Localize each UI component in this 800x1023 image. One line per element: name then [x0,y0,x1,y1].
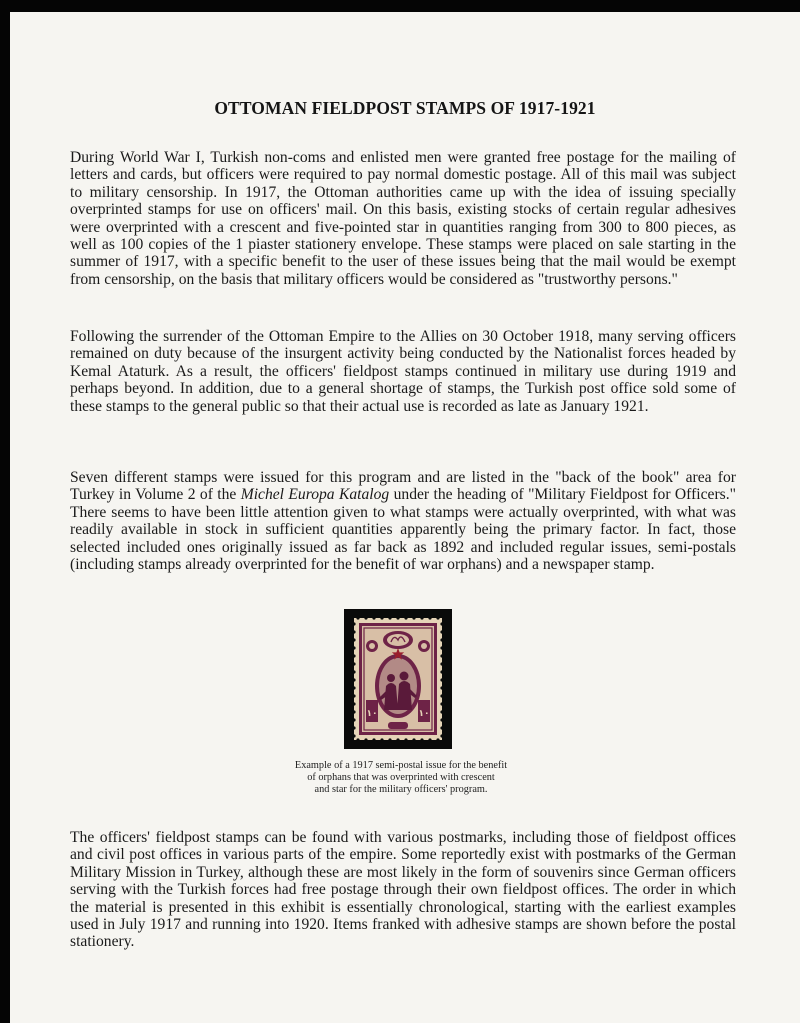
paragraph-2: Following the surrender of the Ottoman Empire to the Allies on 30 October 1918, many serving officers remained on duty because of the insurgent activity being conducted by the Nationalist forces headed by Kemal Ataturk. As a result, the officers' fieldpost stamps continued in military use during 1919 and perhaps beyond. In addition, due to a general shortage of stamps, the Turkish post office sold some of these stamps to the general public so that their actual use is recorded as late as January 1921. [70,328,736,415]
paragraph-4: The officers' fieldpost stamps can be found with various postmarks, including those of fieldpost offices and civil post offices in various parts of the empire. Some reportedly exist with postmarks of the German Military Mission in Turkey, although these are most likely in the form of souvenirs since German officers serving with the Turkish forces had free postage through their own fieldpost offices. The order in which the material is presented in this exhibit is essentially chronological, starting with the earliest examples used in July 1917 and running into 1920. Items franked with adhesive stamps are shown before the postal stationery. [70,829,736,951]
stamp-caption [272,760,530,797]
value-right: ١٠ [418,709,430,719]
caption-line-1: Example of a 1917 semi-postal issue for the benefit [294,760,508,771]
paragraph-3-text-start: Seven different stamps were issued for this program and are listed in the "back of the book" area for Turkey in Volume 2 of the [70,469,736,504]
stamp-mount [344,609,452,749]
catalog-title: Michel Europa Katalog [240,486,390,504]
paragraph-1: During World War I, Turkish non-coms and enlisted men were granted free postage for the mailing of letters and cards, but officers were required to pay normal domestic postage. All of this mail was subject to military censorship. In 1917, the Ottoman authorities came up with the idea of issuing specially overprinted stamps for use on officers' mail. On this basis, existing stocks of certain regular adhesives were overprinted with a crescent and five-pointed star in quantities ranging from 300 to 800 pieces, as well as 100 copies of the 1 piaster stationery envelope. These stamps were placed on sale starting in the summer of 1917, with a specific benefit to the user of these issues being that the mail would be exempt from censorship, on the basis that military officers would be considered as "trustworthy persons." [70,149,736,288]
page-title: OTTOMAN FIELDPOST STAMPS OF 1917-1921 [214,98,596,118]
paragraph-3 [70,469,736,573]
paragraph-3-text-end: under the heading of "Military Fieldpost for Officers." There seems to have been little attention given to what stamps were actually overprinted, with what was readily available in stock in sufficient quantities apparently being the primary factor. In fact, those selected included ones originally issued as far back as 1892 and included regular issues, semi-postals (including stamps already overprinted for the benefit of war orphans) and a newspaper stamp. [70,486,736,574]
stamp-image [354,618,442,740]
bottom-label [388,722,408,729]
exhibit-page [10,12,800,1023]
value-left: ١٠ [366,709,378,719]
caption-line-3: and star for the military officers' program. [314,784,488,796]
caption-line-2: of orphans that was overprinted with crescent [307,772,495,784]
